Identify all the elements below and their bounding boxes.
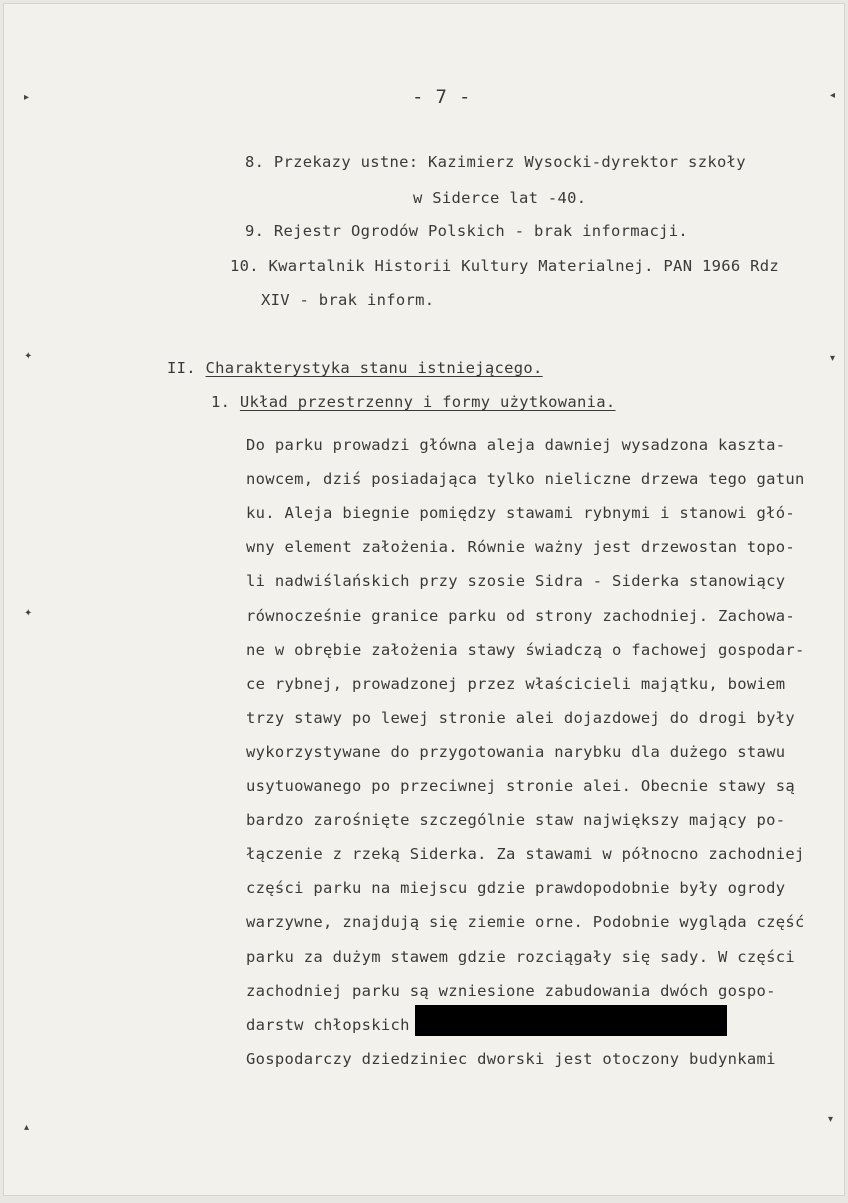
- body-line: usytuowanego po przeciwnej stronie alei. Obecnie stawy są: [246, 777, 796, 795]
- body-line: trzy stawy po lewej stronie alei dojazdowej do drogi były: [246, 708, 796, 727]
- body-line: równocześnie granice parku od strony zachodniej. Zachowa-: [246, 606, 796, 625]
- margin-mark: ✦: [24, 608, 33, 619]
- body-line: ce rybnej, prowadzonej przez właścicieli majątku, bowiem: [246, 674, 786, 693]
- body-line: Gospodarczy dziedziniec dworski jest otoczony budynkami: [246, 1049, 776, 1068]
- body-line: części parku na miejscu gdzie prawdopodobnie były ogrody: [246, 879, 786, 898]
- margin-mark: ▾: [828, 1114, 834, 1125]
- section-title: Charakterystyka stanu istniejącego.: [205, 359, 543, 377]
- section-heading: [167, 359, 543, 377]
- body-line: ne w obrębie założenia stawy świadczą o fachowej gospodar-: [246, 640, 805, 659]
- subsection-heading: [211, 393, 616, 411]
- body-line: darstw chłopskich: [246, 1015, 410, 1034]
- reference-item: 9. Rejestr Ogrodów Polskich - brak informacji.: [245, 222, 689, 240]
- body-line: nowcem, dziś posiadająca tylko nieliczne drzewa tego gatun: [246, 470, 805, 489]
- reference-item: 8. Przekazy ustne: Kazimierz Wysocki-dyrektor szkoły: [245, 153, 746, 171]
- reference-item: 10. Kwartalnik Historii Kultury Materialnej. PAN 1966 Rdz: [230, 257, 780, 275]
- section-number: II.: [167, 359, 196, 377]
- margin-mark: ▴: [24, 1122, 30, 1133]
- margin-mark: ◂: [830, 90, 836, 101]
- reference-item-continuation: XIV - brak inform.: [261, 291, 435, 309]
- body-line: li nadwiślańskich przy szosie Sidra - Siderka stanowiący: [246, 572, 786, 591]
- document-page: [4, 4, 844, 1195]
- subsection-title: Układ przestrzenny i formy użytkowania.: [239, 393, 616, 411]
- margin-mark: ▸: [24, 92, 30, 103]
- redaction-bar: [415, 1005, 727, 1036]
- reference-item-continuation: w Siderce lat -40.: [413, 189, 587, 207]
- margin-mark: ▾: [830, 353, 836, 364]
- body-line: zachodniej parku są wzniesione zabudowania dwóch gospo-: [246, 981, 776, 1000]
- body-line: wny element założenia. Równie ważny jest drzewostan topo-: [246, 538, 796, 557]
- body-line: warzywne, znajdują się ziemie orne. Podobnie wygląda część: [246, 913, 805, 932]
- page-number: - 7 -: [412, 86, 471, 108]
- body-line: bardzo zarośnięte szczególnie staw największy mający po-: [246, 811, 786, 830]
- subsection-number: 1.: [211, 393, 231, 411]
- body-line: łączenie z rzeką Siderka. Za stawami w północno zachodniej: [246, 845, 805, 864]
- body-line: Do parku prowadzi główna aleja dawniej wysadzona kaszta-: [246, 436, 786, 454]
- body-line: ku. Aleja biegnie pomiędzy stawami rybnymi i stanowi głó-: [246, 504, 796, 523]
- margin-mark: ✦: [24, 351, 33, 362]
- body-line: wykorzystywane do przygotowania narybku dla dużego stawu: [246, 742, 786, 761]
- body-line: parku za dużym stawem gdzie rozciągały się sady. W części: [246, 947, 796, 966]
